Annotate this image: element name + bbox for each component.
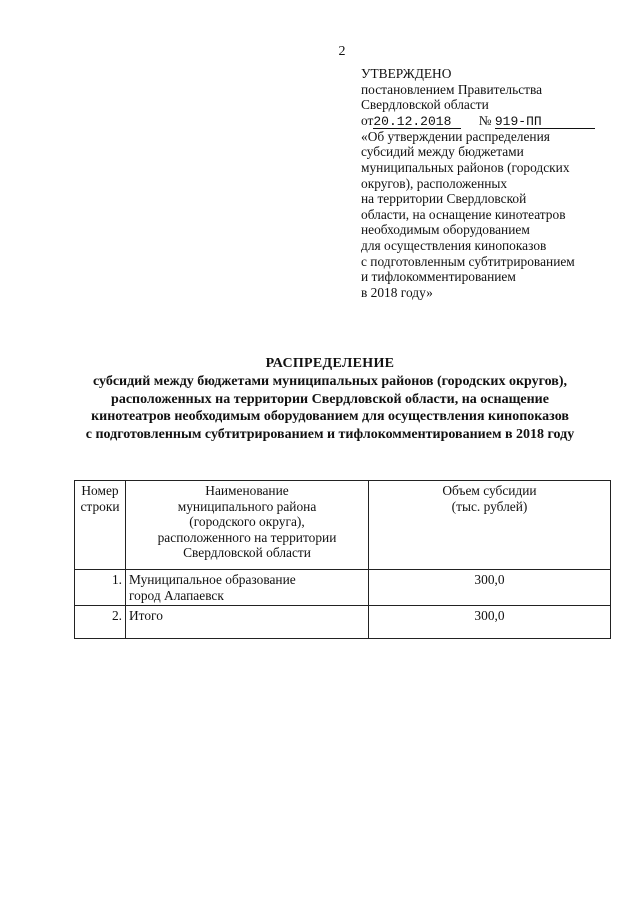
subject-line: муниципальных районов (городских [361,159,570,175]
row-municipality [126,606,369,639]
header-text: Свердловской области [183,545,311,560]
number-prefix: № [478,112,492,128]
header-text: (тыс. рублей) [451,498,528,514]
header-text: Наименование [205,483,289,498]
subject-line: субсидий между бюджетами [361,144,524,160]
approval-status: УТВЕРЖДЕНО [361,66,452,81]
header-text: Объем субсидии [442,483,537,498]
subject-line: округов), расположенных [361,175,508,191]
subject-line: «Об утверждении распределения [361,128,550,144]
header-text: (городского округа), [189,514,305,529]
header-text: Номер [81,483,119,498]
row-subsidy: 300,0 [369,570,611,606]
page-number: 2 [338,44,346,59]
approval-date-line [361,113,621,129]
subject-line: в 2018 году» [361,284,433,300]
approval-line: Свердловской области [361,97,489,113]
subject-line: необходимым оборудованием [361,222,530,238]
title-line: кинотеатров необходимым оборудованием для осуществления кинопоказов [91,409,569,425]
subject-line: на территории Свердловской [361,191,527,207]
approval-line: постановлением Правительства [361,81,543,97]
approval-date: 20.12.2018 [373,115,461,129]
document-title [40,355,620,444]
subject-line: и тифлокомментированием [361,269,516,285]
header-municipality [126,481,369,570]
cell-text: Итого [129,608,163,623]
date-prefix: от [361,112,374,128]
header-text: муниципального района [177,498,317,514]
row-subsidy: 300,0 [369,606,611,639]
approval-number: 919-ПП [495,115,595,129]
title-heading: РАСПРЕДЕЛЕНИЕ [265,356,395,371]
header-subsidy [369,481,611,570]
row-number: 1. [75,570,126,606]
title-line: расположенных на территории Свердловской области, на оснащение [111,391,549,407]
table-header-row [75,481,611,570]
subject-line: области, на оснащение кинотеатров [361,206,566,222]
table-row [75,570,611,606]
cell-text: Муниципальное образование [129,572,296,587]
title-line: с подготовленным субтитрированием и тифлокомментированием в 2018 году [85,427,575,443]
header-text: строки [80,498,120,514]
header-number [75,481,126,570]
subject-line: с подготовленным субтитрированием [361,253,575,269]
distribution-table [74,480,611,639]
header-text: расположенного на территории [157,529,337,545]
cell-text: город Алапаевск [129,587,224,603]
row-number: 2. [75,606,126,639]
row-municipality [126,570,369,606]
table-row-total [75,606,611,639]
approval-stamp [361,66,621,300]
title-line: субсидий между бюджетами муниципальных районов (городских округов), [92,373,568,389]
subject-line: для осуществления кинопоказов [361,237,547,253]
